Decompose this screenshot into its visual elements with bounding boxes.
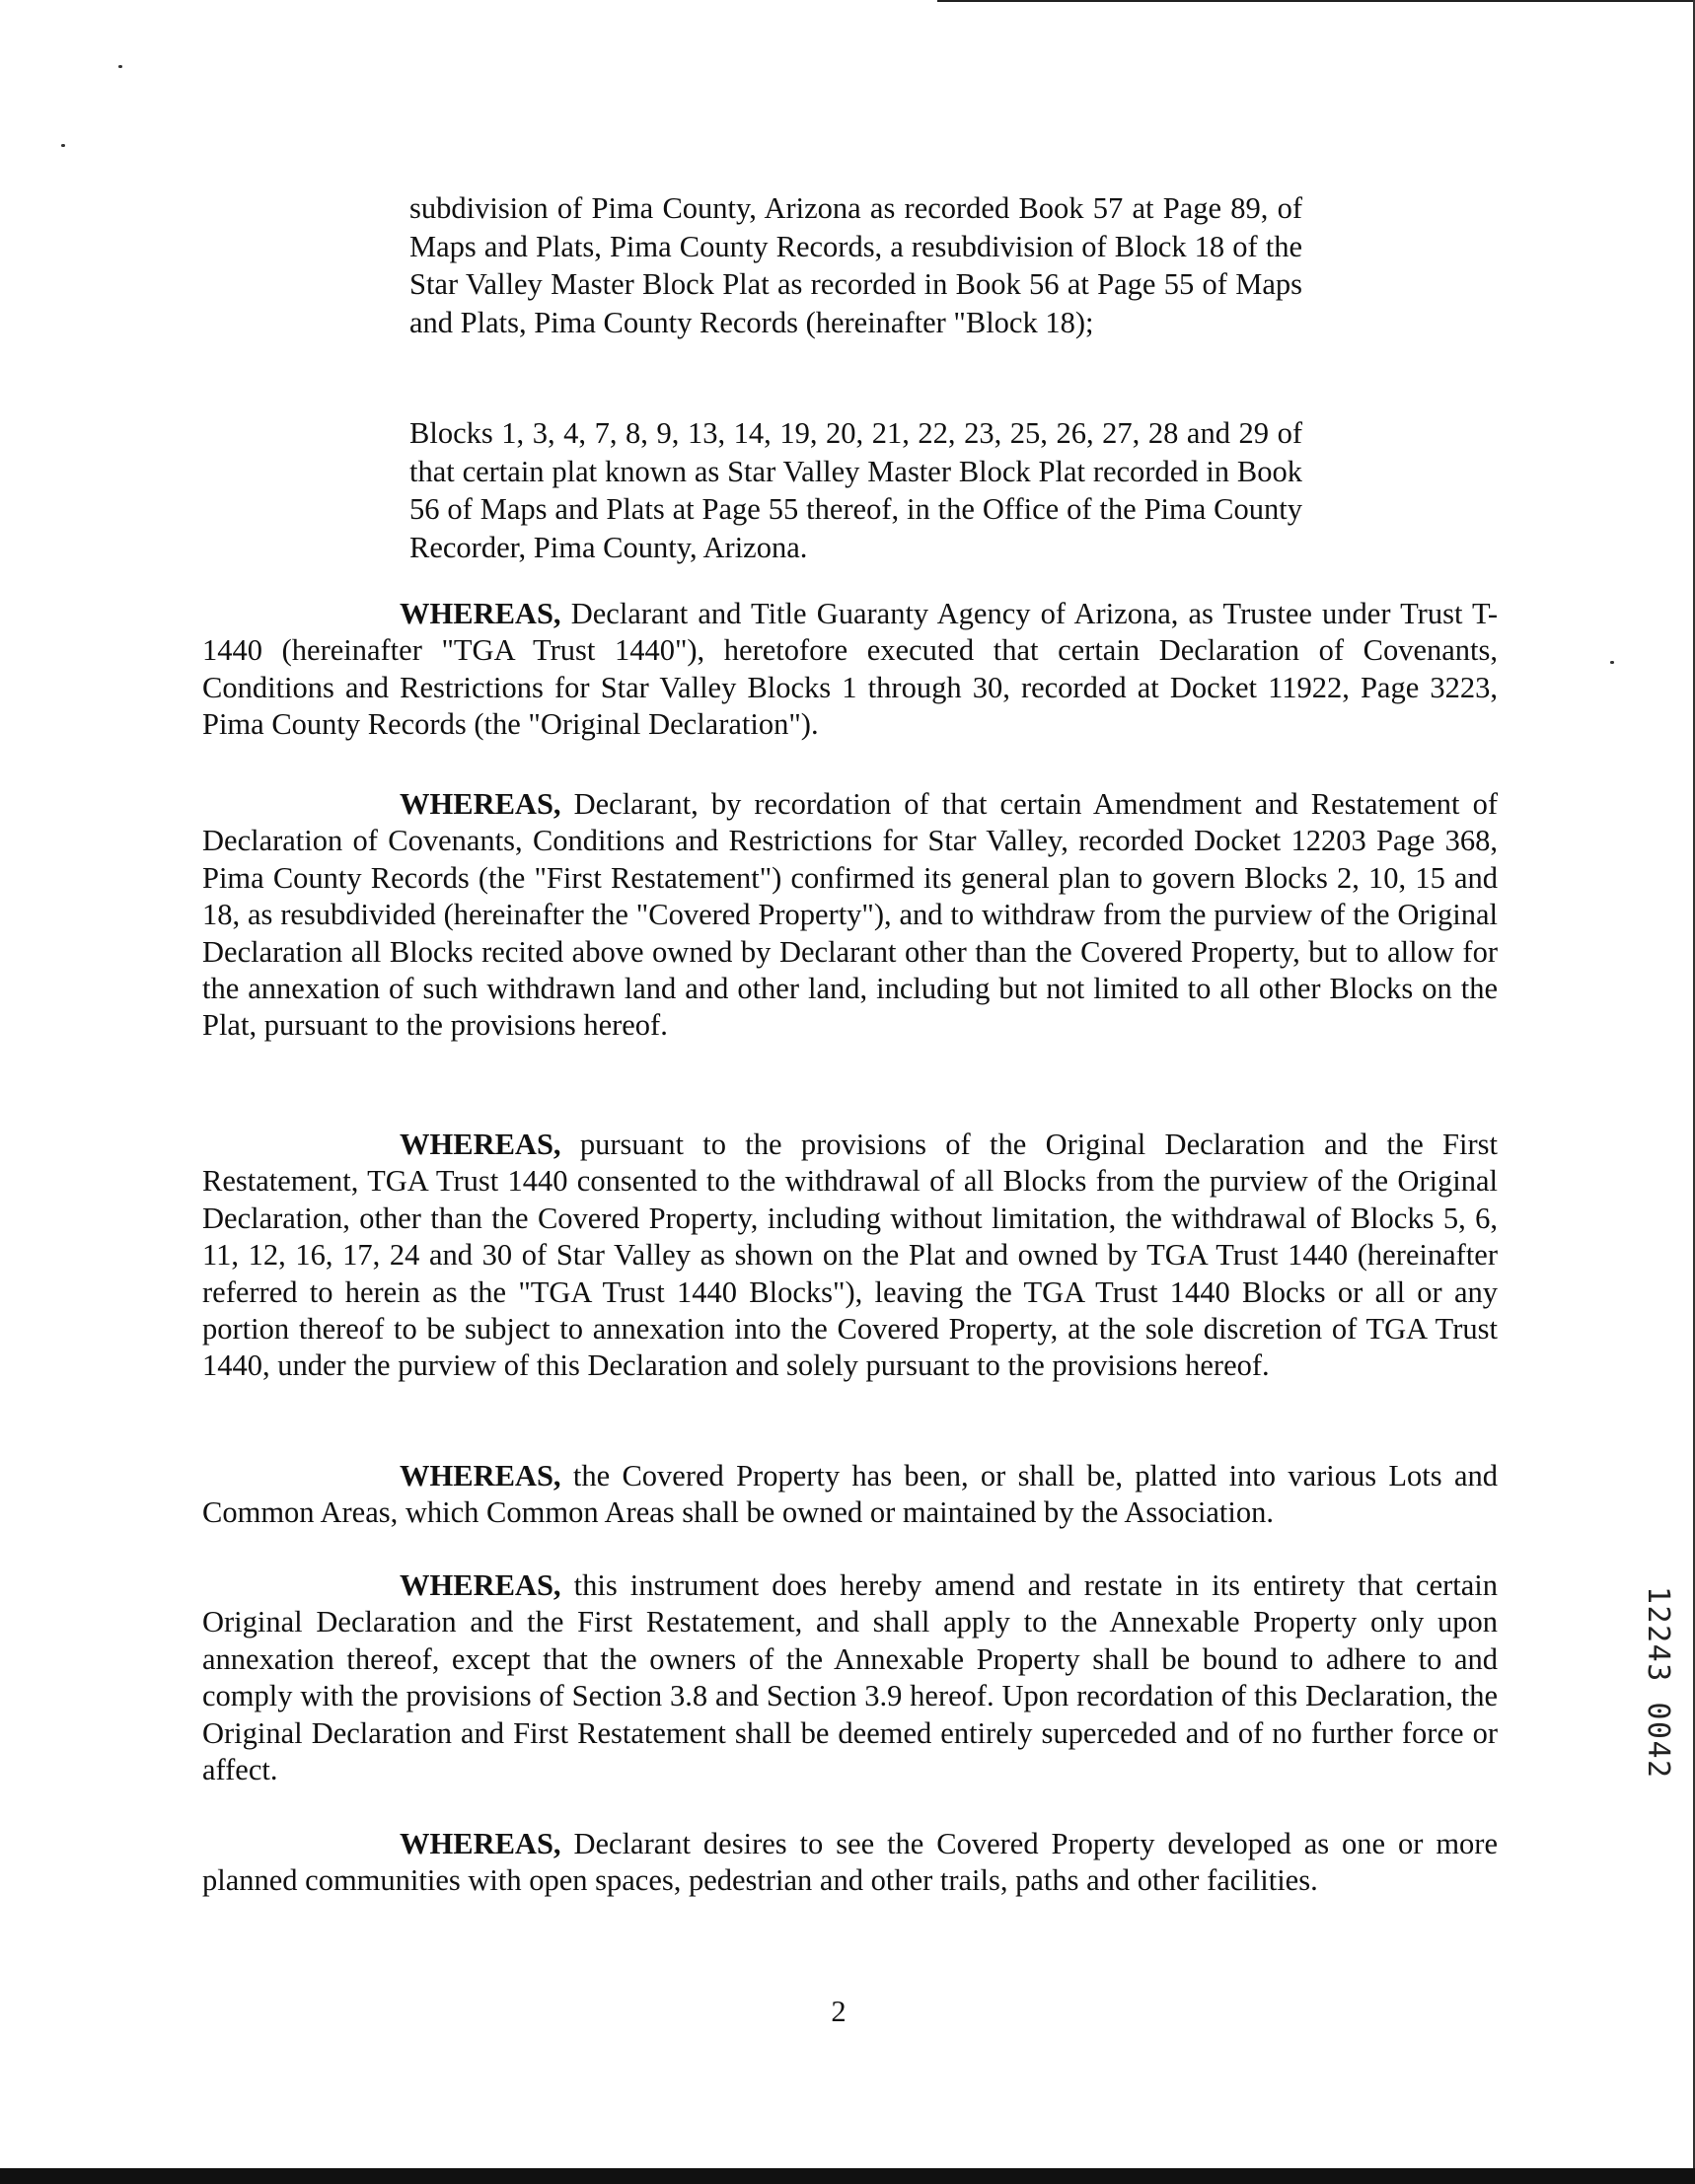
recital-text: Declarant and Title Guaranty Agency of Arizona, as Trustee under Trust T-1440 (hereinafter "TGA Trust 1440"), heretofore executed that certain Declaration of Covenants, Conditions and Restrictions for Star Valley Blocks 1 through 30, recorded at Docket 11922, Page 3223, Pima County Records (the "Original Declaration"). (202, 597, 1498, 742)
property-description-block-18: subdivision of Pima County, Arizona as recorded Book 57 at Page 89, of Maps and Plats, Pima County Records, a resubdivision of Block 18 of the Star Valley Master Block Plat as recorded in Book 56 at Page 55 of Maps and Plats, Pima County Records (hereinafter "Block 18); (409, 191, 1302, 339)
recital-text: pursuant to the provisions of the Original Declaration and the First Restatement, TGA Trust 1440 consented to the withdrawal of all Blocks from the purview of the Original Declaration, other than the Covered Property, including without limitation, the withdrawal of Blocks 5, 6, 11, 12, 16, 17, 24 and 30 of Star Valley as shown on the Plat and owned by TGA Trust 1440 (hereinafter referred to herein as the "TGA Trust 1440 Blocks"), leaving the TGA Trust 1440 Blocks or all or any portion thereof to be subject to annexation into the Covered Property, at the sole discretion of TGA Trust 1440, under the purview of this Declaration and solely pursuant to the provisions hereof. (202, 1128, 1498, 1383)
recital-text: the Covered Property has been, or shall be, platted into various Lots and Common Areas, which Common Areas shall be owned or maintained by the Association. (202, 1459, 1498, 1530)
scan-speck (1610, 661, 1614, 664)
whereas-heading: WHEREAS, (400, 1568, 561, 1602)
whereas-heading: WHEREAS, (400, 1128, 561, 1161)
recital-paragraph (202, 1567, 1498, 1788)
recital-paragraph (202, 596, 1498, 744)
recital-text: Declarant, by recordation of that certain Amendment and Restatement of Declaration of Covenants, Conditions and Restrictions for Star Valley, recorded Docket 12203 Page 368, Pima County Records (the "First Restatement") confirmed its general plan to govern Blocks 2, 10, 15 and 18, as resubdivided (hereinafter the "Covered Property"), and to withdraw from the purview of the Original Declaration all Blocks recited above owned by Declarant other than the Covered Property, but to allow for the annexation of such withdrawn land and other land, including but not limited to all other Blocks on the Plat, pursuant to the provisions hereof. (202, 787, 1498, 1043)
whereas-heading: WHEREAS, (400, 1827, 561, 1860)
whereas-heading: WHEREAS, (400, 787, 561, 821)
recital-paragraph (202, 1458, 1498, 1532)
recital-text: this instrument does hereby amend and restate in its entirety that certain Original Declaration and the First Restatement, and shall apply to the Annexable Property only upon annexation thereof, except that the owners of the Annexable Property shall be bound to adhere to and comply with the provisions of Section 3.8 and Section 3.9 hereof. Upon recordation of this Declaration, the Original Declaration and First Restatement shall be deemed entirely superceded and of no further force or affect. (202, 1568, 1498, 1787)
scan-speck (118, 65, 122, 68)
scan-speck (61, 144, 65, 147)
property-description-blocks: Blocks 1, 3, 4, 7, 8, 9, 13, 14, 19, 20, 21, 22, 23, 25, 26, 27, 28 and 29 of that certain plat known as Star Valley Master Block Plat recorded in Book 56 of Maps and Plats at Page 55 thereof, in the Office of the Pima County Recorder, Pima County, Arizona. (409, 416, 1302, 564)
recital-paragraph (202, 786, 1498, 1045)
recital-text: Declarant desires to see the Covered Property developed as one or more planned communities with open spaces, pedestrian and other trails, paths and other facilities. (202, 1827, 1498, 1898)
scan-top-edge-line (937, 0, 1695, 2)
recital-paragraph (202, 1826, 1498, 1900)
whereas-heading: WHEREAS, (400, 597, 561, 630)
recording-stamp-number: 12243 0042 (1641, 1586, 1675, 1780)
scan-bottom-edge-bar (0, 2168, 1695, 2184)
page-number: 2 (831, 1995, 847, 2028)
whereas-heading: WHEREAS, (400, 1459, 561, 1492)
recital-paragraph (202, 1127, 1498, 1385)
recording-stamp (1641, 1586, 1681, 1862)
